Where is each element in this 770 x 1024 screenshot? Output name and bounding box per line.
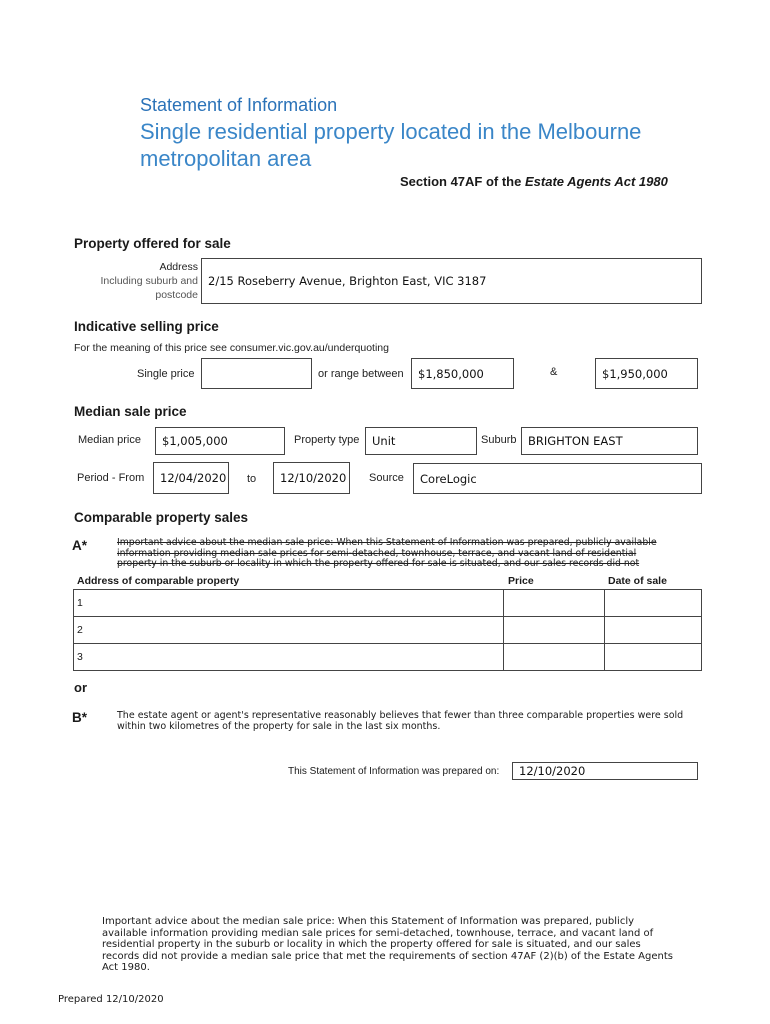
- document-subtitle: Single residential property located in the Melbourne metropolitan area: [140, 119, 642, 171]
- row-date-cell[interactable]: [605, 617, 702, 644]
- row-date-cell[interactable]: [605, 644, 702, 671]
- prepared-on-label: This Statement of Information was prepared on:: [288, 766, 500, 777]
- row-price-cell[interactable]: [504, 617, 605, 644]
- col-price-header: Price: [508, 575, 534, 587]
- single-price-field[interactable]: [201, 358, 312, 389]
- single-price-label: Single price: [137, 368, 195, 380]
- indicative-heading: Indicative selling price: [74, 319, 219, 334]
- row-number: 2: [77, 624, 83, 636]
- section-prefix: Section 47AF of the: [400, 174, 522, 189]
- source-field[interactable]: CoreLogic: [413, 463, 702, 494]
- period-to-label: to: [247, 473, 257, 485]
- property-type-label: Property type: [294, 434, 360, 446]
- row-price-cell[interactable]: [504, 590, 605, 617]
- address-label-line1: Address: [159, 261, 198, 273]
- col-date-header: Date of sale: [608, 575, 667, 587]
- median-heading: Median sale price: [74, 404, 187, 419]
- row-address-cell[interactable]: [74, 617, 504, 644]
- option-a-struck-note: [117, 538, 702, 570]
- comparable-heading: Comparable property sales: [74, 510, 249, 525]
- row-date-cell[interactable]: [605, 590, 702, 617]
- important-advice: Important advice about the median sale price: When this Statement of Information was prepared, publicly available information providing median sale prices for semi-detached, townhouse, terrace, and vacant land of residential property in the suburb or locality in which the property offered for sale is situated, and our sales records did not provide a median sale price that met the requirements of section 47AF (2)(b) of the Estate Agents Act 1980.: [102, 916, 673, 973]
- median-price-label: Median price: [78, 434, 141, 446]
- property-heading: Property offered for sale: [74, 236, 231, 251]
- row-price-cell[interactable]: [504, 644, 605, 671]
- option-a-label: A*: [72, 538, 88, 553]
- row-number: 3: [77, 651, 83, 663]
- option-b-label: B*: [72, 710, 88, 725]
- row-address-cell[interactable]: [74, 644, 504, 671]
- suburb-field[interactable]: BRIGHTON EAST: [521, 427, 698, 455]
- or-label: or: [74, 680, 87, 695]
- period-to-field[interactable]: 12/10/2020: [273, 462, 350, 494]
- table-row: [74, 617, 702, 644]
- range-ampersand: &: [550, 366, 558, 378]
- range-high-field[interactable]: $1,950,000: [595, 358, 698, 389]
- address-field[interactable]: 2/15 Roseberry Avenue, Brighton East, VIC 3187: [201, 258, 702, 304]
- address-label-line3: postcode: [155, 289, 198, 301]
- struck-note-line2: information providing median sale prices for semi-detached, townhouse, terrace, and vacant land of residential: [117, 547, 637, 559]
- section-reference: [400, 174, 668, 189]
- option-b-note: The estate agent or agent's representative reasonably believes that fewer than three comparable properties were sold within two kilometres of the property for sale in the last six months.: [117, 710, 684, 732]
- address-label: [80, 260, 198, 302]
- source-label: Source: [369, 472, 404, 484]
- section-act: Estate Agents Act 1980: [524, 174, 668, 189]
- struck-note-line1: Important advice about the median sale price: When this Statement of Information was prepared, publicly available: [117, 537, 657, 548]
- document-title: Statement of Information: [140, 95, 338, 115]
- suburb-label: Suburb: [481, 434, 517, 446]
- footer-prepared: Prepared 12/10/2020: [58, 994, 164, 1005]
- period-from-label: Period - From: [77, 472, 145, 484]
- comparable-table: [73, 589, 702, 671]
- underquoting-note: For the meaning of this price see consumer.vic.gov.au/underquoting: [74, 342, 389, 354]
- address-label-line2: Including suburb and: [100, 275, 198, 287]
- prepared-on-field[interactable]: 12/10/2020: [512, 762, 698, 780]
- row-number: 1: [77, 597, 83, 609]
- col-address-header: Address of comparable property: [77, 575, 240, 587]
- range-label: or range between: [318, 368, 404, 380]
- median-price-field[interactable]: $1,005,000: [155, 427, 285, 455]
- row-address-cell[interactable]: [74, 590, 504, 617]
- table-row: [74, 590, 702, 617]
- property-type-field[interactable]: Unit: [365, 427, 477, 455]
- table-row: [74, 644, 702, 671]
- period-from-field[interactable]: 12/04/2020: [153, 462, 229, 494]
- range-low-field[interactable]: $1,850,000: [411, 358, 514, 389]
- struck-note-line3: property in the suburb or locality in which the property offered for sale is situated, and our sales records did not: [117, 558, 640, 569]
